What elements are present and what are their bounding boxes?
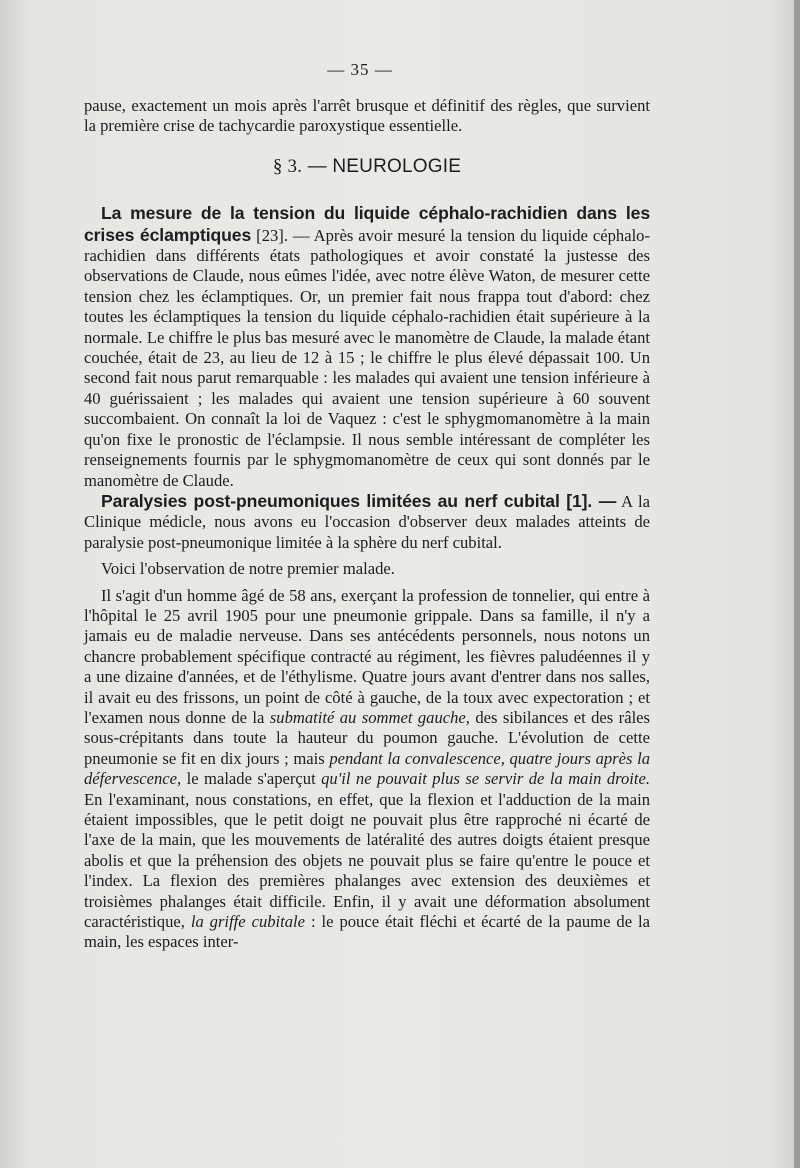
section-mark: § 3. — [272, 155, 303, 177]
article2-paragraph — [84, 491, 650, 553]
article1-paragraph — [84, 203, 650, 491]
section-title: — NEUROLOGIE — [307, 155, 462, 177]
para3-text-b: des sibilances et des râles sous-crépitants dans toute la hauteur du poumon gauche. L'évolution de cette pneumonie se fit en dix jours ; mais — [84, 707, 650, 768]
para3-text-a: Il s'agit d'un homme âgé de 58 ans, exerçant la profession de tonnelier, qui entre à l'hôpital le 25 avril 1905 pour une pneumonie grippale. Dans sa famille, il n'y a jamais eu de maladie nerveuse. Dans ses antécédents personnels, nous notons un chancre probablement spécifique contracté au régiment, les fièvres paludéennes il y a une dizaine d'années, et de l'éthylisme. Quatre jours avant d'entrer dans nos salles, il avait eu des frissons, un point de côté à gauche, de la toux avec expectoration ; et l'examen nous donne de la — [84, 585, 650, 727]
article2-para2: Voici l'observation de notre premier malade. — [101, 559, 395, 579]
article1-body: — Après avoir mesuré la tension du liquide céphalo-rachidien dans différents états pathologiques et avoir constaté la justesse des observations de Claude, nous eûmes l'idée, avec notre élève Waton, de mesurer cette tension chez les éclamptiques. Or, un premier fait nous frappa tout d'abord: chez toutes les éclamptiques la tension du liquide céphalo-rachidien était supérieure à la normale. Le chiffre le plus bas mesuré avec le manomètre de Claude, la malade étant couchée, était de 23, au lieu de 12 à 15 ; le chiffre le plus élevé dépassait 100. Un second fait nous parut remarquable : les malades qui avaient une tension inférieure à 40 guérissaient ; les malades qui avaient une tension supérieure à 60 souvent succombaient. On connaît la loi de Vaquez : c'est le sphygmomanomètre à la main qu'on fixe le pronostic de l'éclampsie. Il nous semble intéressant de compléter les renseignements fournis par le sphygmomanomètre de ceux qui sont donnés par le manomètre de Claude. — [84, 225, 651, 490]
article1-ref: [23]. — [251, 225, 293, 245]
article2-body: A la Clinique médicle, nous avons eu l'occasion d'observer deux malades atteints de paralysie post-pneumonique limitée à la sphère du nerf cubital. — [84, 491, 650, 552]
article1-heading: La mesure de la tension du liquide céphalo-rachidien dans les crises éclamptiques — [84, 203, 650, 245]
para3-text-e: : le pouce était fléchi et écarté de la paume de la main, les espaces inter- — [84, 912, 650, 952]
article2-para3 — [84, 586, 650, 953]
para3-italic-4: la griffe cubitale — [190, 912, 306, 932]
para3-text-c: le malade s'aperçut — [181, 769, 322, 789]
para3-italic-2: pendant la convalescence, quatre jours après la défervescence, — [84, 748, 650, 789]
section-heading — [84, 157, 650, 177]
page-body — [84, 96, 650, 953]
article2-ref: [1]. — — [559, 490, 617, 511]
intro-paragraph: pause, exactement un mois après l'arrêt brusque et définitif des règles, que survient la première crise de tachycardie paroxystique essentielle. — [84, 96, 650, 136]
article2-heading: Paralysies post-pneumoniques limitées au nerf cubital — [101, 490, 560, 511]
para3-italic-3: qu'il ne pouvait plus se servir de la main droite. — [321, 769, 650, 789]
para3-italic-1: submatité au sommet gauche, — [269, 707, 470, 727]
para3-text-d: En l'examinant, nous constations, en effet, que la flexion et l'adduction de la main étaient impossibles, que le petit doigt ne pouvait plus être rapproché ni écarté de l'axe de la main, que les mouvements de latéralité des autres doigts étaient presque abolis et que la préhension des objets ne pouvait plus se faire qu'entre le pouce et l'index. La flexion des premières phalanges avec extension des deuxièmes et troisièmes phalanges était difficile. Enfin, il y avait une déformation absolument caractéristique, — [84, 789, 650, 932]
page-number: — 35 — — [327, 60, 393, 79]
page-edge-shadow — [794, 0, 800, 1168]
